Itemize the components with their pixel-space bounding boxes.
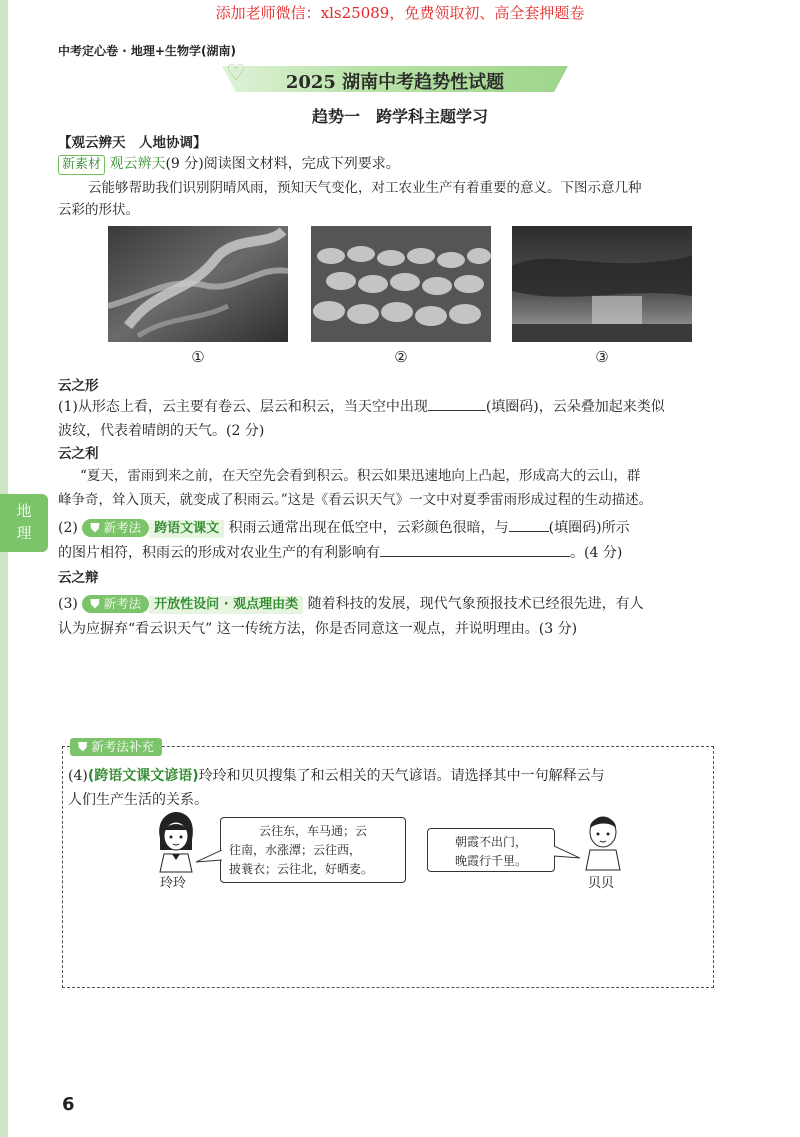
q4-num: (4) [68,768,88,784]
boy-illustration [578,810,628,872]
girl-illustration [150,810,202,874]
q2-new-method-tag: ⛊ 新考法 [82,519,149,537]
q2-cross-subject-tag: 跨语文课文 [149,520,224,538]
q4-line2: 人们生产生活的关系。 [68,792,208,808]
side-tab-char-2: 理 [16,524,32,542]
subsection-debate: 云之辩 [58,570,99,586]
q2-text-d: 。(4 分) [570,545,623,561]
intro-line [58,152,400,176]
q1-text-a: (1)从形态上看，云主要有卷云、层云和积云，当天空中出现 [58,399,428,415]
bubble-pointer-right [554,846,580,860]
cloud-photo-2 [311,226,491,342]
shield-icon: ⛊ [90,596,104,611]
heart-icon: ♡ [226,61,246,86]
q2-line2 [58,541,622,565]
q2-blank-1[interactable] [509,531,549,532]
q3-num: (3) [58,596,78,612]
q4-line1 [68,764,605,788]
q1-line1 [58,395,665,419]
para1-line2: 云彩的形状。 [58,202,139,218]
boy-name: 贝贝 [588,876,615,891]
page-number: 6 [62,1094,75,1115]
side-tab-char-1: 地 [16,502,32,520]
subsection-benefit: 云之利 [58,446,99,462]
q3-open-question-tag: 开放性设问 · 观点理由类 [149,596,303,614]
shield-icon: ⛊ [90,520,104,535]
intro-points: (9 分) [165,156,204,172]
cloud-photo-1 [108,226,288,342]
photo-caption-1: ① [191,348,205,366]
q4-text-1: 玲玲和贝贝搜集了和云相关的天气谚语。请选择其中一句解释云与 [198,768,605,784]
new-material-tag: 新素材 [58,155,105,175]
q1-text-b: (填圈码)，云朵叠加起来类似 [485,399,665,415]
intro-text: 阅读图文材料，完成下列要求。 [203,156,400,172]
q2-text-a: 积雨云通常出现在低空中，云彩颜色很暗，与 [228,520,509,536]
subsection-shape: 云之形 [58,378,99,394]
cloud-photo-3 [512,226,692,342]
quote-line2: 峰争奇，耸入顶天，就变成了积雨云。”这是《看云识天气》一文中对夏季雷雨形成过程的生动描述。 [58,492,653,508]
q4-tag: (跨语文课文谚语) [87,768,199,784]
book-header: 中考定心卷 · 地理+生物学(湖南) [58,44,236,58]
speech-bubble-left: 云往东，车马通；云 往南，水涨潭；云往西， 披蓑衣；云往北，好晒麦。 [220,817,406,883]
bubble-pointer-left [196,850,222,864]
q3-line2: 认为应摒弃“看云识天气” 这一传统方法，你是否同意这一观点，并说明理由。(3 分) [58,621,578,637]
q3-text-1: 随着科技的发展，现代气象预报技术已经很先进，有人 [307,596,644,612]
q3-line1 [58,592,644,616]
shield-icon: ⛊ [78,739,92,754]
q2-num: (2) [58,520,78,536]
speech-bubble-right: 朝霞不出门， 晚霞行千里。 [427,828,555,872]
banner-title: 2025 湖南中考趋势性试题 [285,72,505,93]
q1-line2: 波纹，代表着晴朗的天气。(2 分) [58,423,265,439]
page-subtitle: 趋势一 跨学科主题学习 [311,107,488,126]
photo-caption-2: ② [394,348,408,366]
watermark: 添加老师微信：xls25089，免费领取初、高全套押题卷 [215,4,585,22]
quote-line1: “夏天，雷雨到来之前，在天空先会看到积云。积云如果迅速地向上凸起，形成高大的云山，群 [80,468,641,484]
para1-line1: 云能够帮助我们识别阴晴风雨，预知天气变化，对工农业生产有着重要的意义。下图示意几种 [88,180,642,196]
supplement-tag: ⛊ 新考法补充 [70,736,162,756]
q2-text-c: 的图片相符，积雨云的形成对农业生产的有利影响有 [58,545,380,561]
subject-side-tab [0,494,48,552]
q2-blank-2[interactable] [380,556,570,557]
intro-title: 观云辨天 [109,156,166,172]
page-edge-strip [0,0,8,1137]
section-title: 【观云辨天 人地协调】 [58,135,207,151]
q2-text-b: (填圈码)所示 [548,520,630,536]
q3-new-method-tag: ⛊ 新考法 [82,595,149,613]
q2-line1 [58,516,630,540]
q1-blank[interactable] [428,410,486,411]
girl-name: 玲玲 [160,876,187,891]
photo-caption-3: ③ [595,348,609,366]
